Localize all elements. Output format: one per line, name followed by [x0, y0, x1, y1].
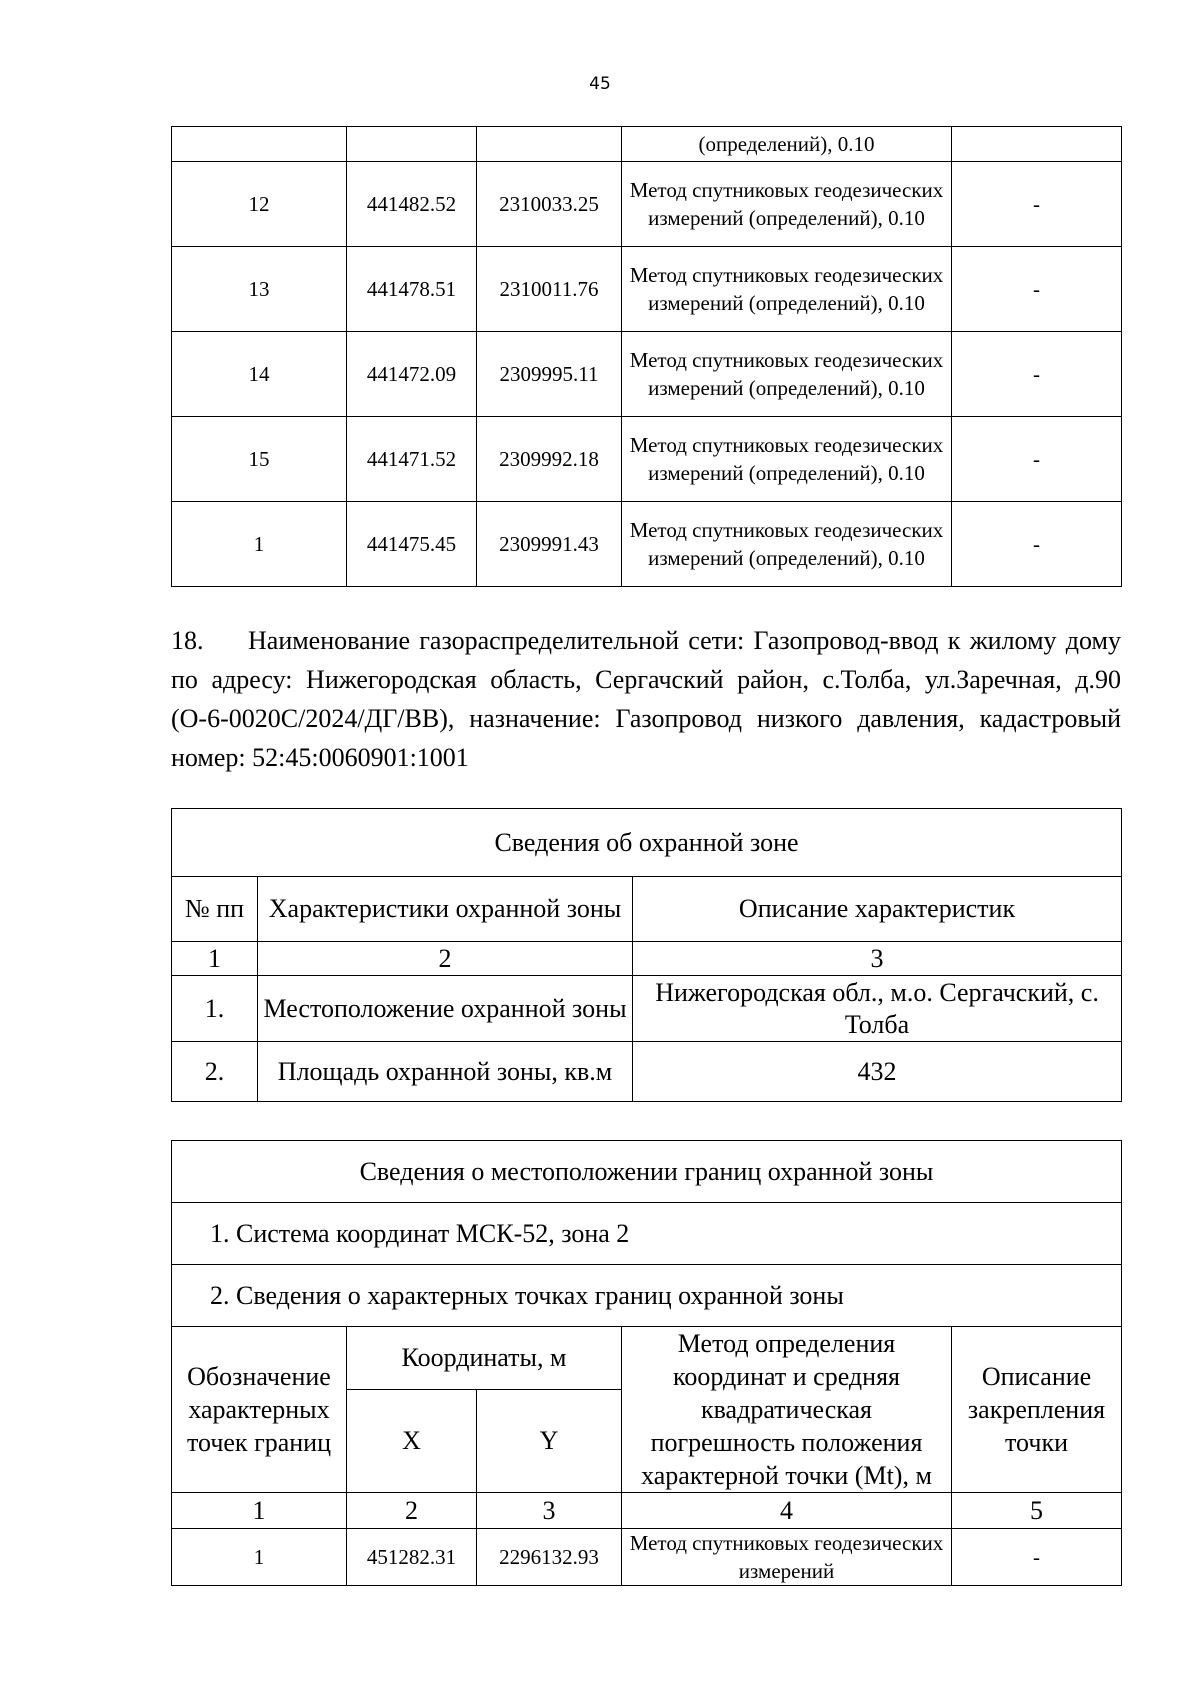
description-cell: 432 — [633, 1042, 1122, 1102]
fix-cell: - — [952, 1529, 1122, 1586]
y-cell: 2296132.93 — [477, 1529, 622, 1586]
y-cell: 2310011.76 — [477, 247, 622, 332]
method-cell: Метод спутниковых геодезических измерений (определений), 0.10 — [622, 332, 952, 417]
index-cell: 5 — [952, 1493, 1122, 1529]
points-section-title: 2. Сведения о характерных точках границ охранной зоны — [172, 1265, 1122, 1327]
header-x: X — [347, 1389, 477, 1492]
point-cell: 1 — [172, 1529, 347, 1586]
paragraph-text: Наименование газораспределительной сети: Газопровод-ввод к жилому дому по адресу: Нижегородская область, Сергачский район, с.Толба, ул.Заречная, д.90 (О-6-0020С/2024/ДГ/ВВ), назначение: Газопровод низкого давления, кадастровый номер: 52:45:0060901:1001 — [171, 626, 1121, 772]
continuation-coordinates-table — [171, 126, 1122, 587]
fix-cell: - — [952, 332, 1122, 417]
index-cell: 3 — [633, 942, 1122, 976]
x-cell — [347, 127, 477, 162]
index-cell: 2 — [258, 942, 633, 976]
table-row — [172, 976, 1122, 1042]
table-header-row — [172, 877, 1122, 942]
fix-cell: - — [952, 417, 1122, 502]
characteristic-cell: Площадь охранной зоны, кв.м — [258, 1042, 633, 1102]
method-cell: Метод спутниковых геодезических измерений — [622, 1529, 952, 1586]
boundary-table-title: Сведения о местоположении границ охранной зоны — [172, 1141, 1122, 1203]
y-cell: 2310033.25 — [477, 162, 622, 247]
header-characteristic: Характеристики охранной зоны — [258, 877, 633, 942]
method-cell: Метод спутниковых геодезических измерений (определений), 0.10 — [622, 417, 952, 502]
index-cell: 1 — [172, 942, 258, 976]
x-cell: 441478.51 — [347, 247, 477, 332]
method-cell: (определений), 0.10 — [622, 127, 952, 162]
network-description-paragraph — [171, 621, 1121, 777]
page-number: 45 — [589, 74, 611, 94]
table-row — [172, 127, 1122, 162]
header-number: № пп — [172, 877, 258, 942]
characteristic-cell: Местоположение охранной зоны — [258, 976, 633, 1042]
row-number: 1. — [172, 976, 258, 1042]
index-cell: 4 — [622, 1493, 952, 1529]
fix-cell: - — [952, 502, 1122, 587]
point-cell: 13 — [172, 247, 347, 332]
table-row — [172, 247, 1122, 332]
y-cell: 2309995.11 — [477, 332, 622, 417]
row-number: 2. — [172, 1042, 258, 1102]
fix-cell: - — [952, 247, 1122, 332]
y-cell: 2309991.43 — [477, 502, 622, 587]
index-row — [172, 1493, 1122, 1529]
boundary-points-table — [171, 1140, 1122, 1586]
point-cell: 1 — [172, 502, 347, 587]
x-cell: 441482.52 — [347, 162, 477, 247]
fix-cell: - — [952, 162, 1122, 247]
paragraph-number: 18. — [171, 626, 204, 655]
index-cell: 2 — [347, 1493, 477, 1529]
header-point: Обозначение характерных точек границ — [172, 1327, 347, 1493]
fix-cell — [952, 127, 1122, 162]
point-cell: 14 — [172, 332, 347, 417]
table-row — [172, 162, 1122, 247]
header-description: Описание характеристик — [633, 877, 1122, 942]
index-cell: 3 — [477, 1493, 622, 1529]
x-cell: 451282.31 — [347, 1529, 477, 1586]
header-y: Y — [477, 1389, 622, 1492]
zone-table-title: Сведения об охранной зоне — [172, 809, 1122, 877]
method-cell: Метод спутниковых геодезических измерений (определений), 0.10 — [622, 502, 952, 587]
y-cell — [477, 127, 622, 162]
index-row — [172, 942, 1122, 976]
x-cell: 441475.45 — [347, 502, 477, 587]
header-coordinates: Координаты, м — [347, 1327, 622, 1390]
table-row — [172, 502, 1122, 587]
table-row — [172, 417, 1122, 502]
method-cell: Метод спутниковых геодезических измерений (определений), 0.10 — [622, 162, 952, 247]
method-cell: Метод спутниковых геодезических измерений (определений), 0.10 — [622, 247, 952, 332]
x-cell: 441471.52 — [347, 417, 477, 502]
header-method: Метод определения координат и средняя квадратическая погрешность положения характерной точки (Mt), м — [622, 1327, 952, 1493]
point-cell — [172, 127, 347, 162]
table-header-row — [172, 1327, 1122, 1390]
coordinate-system: 1. Система координат МСК-52, зона 2 — [172, 1203, 1122, 1265]
table-row — [172, 332, 1122, 417]
protection-zone-table — [171, 808, 1122, 1102]
description-cell: Нижегородская обл., м.о. Сергачский, с. Толба — [633, 976, 1122, 1042]
index-cell: 1 — [172, 1493, 347, 1529]
point-cell: 12 — [172, 162, 347, 247]
header-fixing: Описание закрепления точки — [952, 1327, 1122, 1493]
point-cell: 15 — [172, 417, 347, 502]
y-cell: 2309992.18 — [477, 417, 622, 502]
table-row — [172, 1529, 1122, 1586]
x-cell: 441472.09 — [347, 332, 477, 417]
table-row — [172, 1042, 1122, 1102]
